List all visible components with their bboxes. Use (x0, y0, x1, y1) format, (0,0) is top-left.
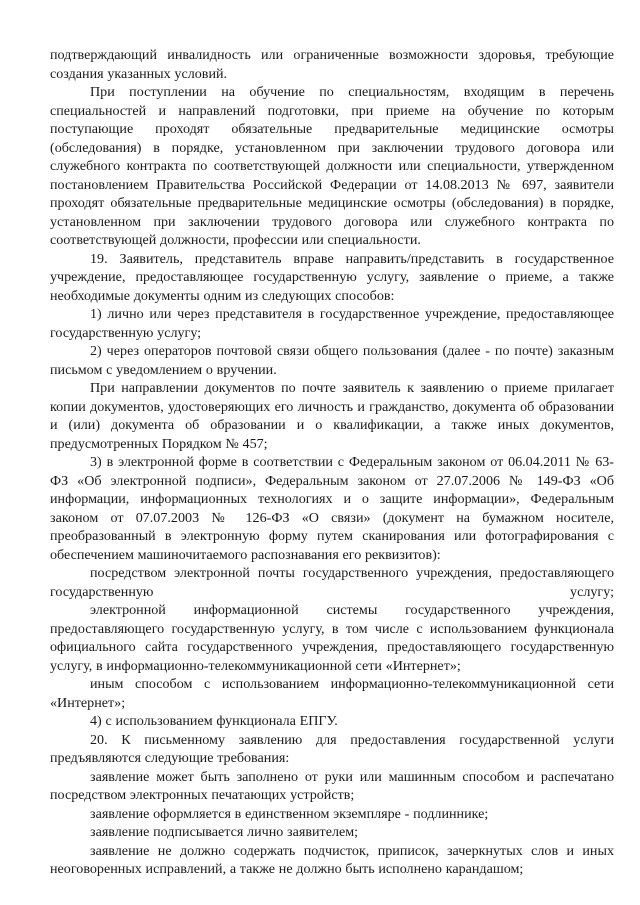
paragraph-medical-examinations: При поступлении на обучение по специальностям, входящим в перечень специальностей и направлений подготовки, при приеме на обучение по которым поступающие проходят обязательные предварительные медицинские осмотры (обследования) в порядке, установленном при заключении трудового договора или служебного контракта по соответствующей должности или специальности, утвержденном постановлением Правительства Российской Федерации от 14.08.2013 № 697, заявители проходят обязательные предварительные медицинские осмотры (обследования) в порядке, установленном при заключении трудового договора или служебного контракта по соответствующей должности, профессии или специальности. (50, 84, 614, 248)
paragraph-method-in-person: 1) лично или через представителя в государственное учреждение, предоставляющее государственную услугу; (50, 306, 614, 341)
paragraph-via-epgu: 4) с использованием функционала ЕПГУ. (90, 713, 338, 729)
paragraph-requirement-single-copy: заявление оформляется в единственном экземпляре - подлиннике; (90, 805, 489, 822)
paragraph-via-info-system: электронной информационной системы государственного учреждения, предоставляющего государственную услугу, в том числе с использованием функционала официального сайта государственного учреждения, предоставляющего государственную услугу, в информационно-телекоммуникационной сети «Интернет»; (50, 602, 614, 674)
paragraph-method-postal: 2) через операторов почтовой связи общего пользования (далее - по почте) заказным письмом с уведомлением о вручении. (50, 343, 614, 378)
paragraph-item-19: 19. Заявитель, представитель вправе направить/представить в государственное учреждение, предоставляющее государственную услугу, заявление о приеме, а также необходимые документы одним из следующих способов: (50, 250, 614, 304)
paragraph-disability-conditions: подтверждающий инвалидность или ограниченные возможности здоровья, требующие создания указанных условий. (50, 47, 614, 82)
paragraph-requirement-no-corrections: заявление не должно содержать подчисток, приписок, зачеркнутых слов и иных неоговоренных исправлений, а также не должно быть исполнено карандашом; (50, 842, 614, 877)
paragraph-item-20: 20. К письменному заявлению для предоставления государственной услуги предъявляются следующие требования: (50, 731, 614, 766)
paragraph-via-email: посредством электронной почты государственного учреждения, предоставляющего государственную услугу; (50, 565, 614, 600)
paragraph-method-electronic: 3) в электронной форме в соответствии с Федеральным законом от 06.04.2011 № 63-ФЗ «Об электронной подписи», Федеральным законом от 27.07.2006 № 149-ФЗ «Об информации, информационных технологиях и о защите информации», Федеральным законом от 07.07.2003 № 126-ФЗ «О связи» (документ на бумажном носителе, преобразованный в электронную форму путем сканирования или фотографирования с обеспечением машиночитаемого распознавания его реквизитов): (50, 454, 614, 563)
paragraph-via-internet: иным способом с использованием информационно-телекоммуникационной сети «Интернет»; (50, 676, 614, 711)
paragraph-requirement-filling: заявление может быть заполнено от руки или машинным способом и распечатано посредством электронных печатающих устройств; (50, 768, 614, 803)
paragraph-requirement-signature: заявление подписывается лично заявителем; (90, 824, 359, 840)
paragraph-postal-attachments: При направлении документов по почте заявитель к заявлению о приеме прилагает копии документов, удостоверяющих его личность и гражданство, документа об образовании и (или) документа об образовании и о квалификации, а также иных документов, предусмотренных Порядком № 457; (50, 380, 614, 452)
